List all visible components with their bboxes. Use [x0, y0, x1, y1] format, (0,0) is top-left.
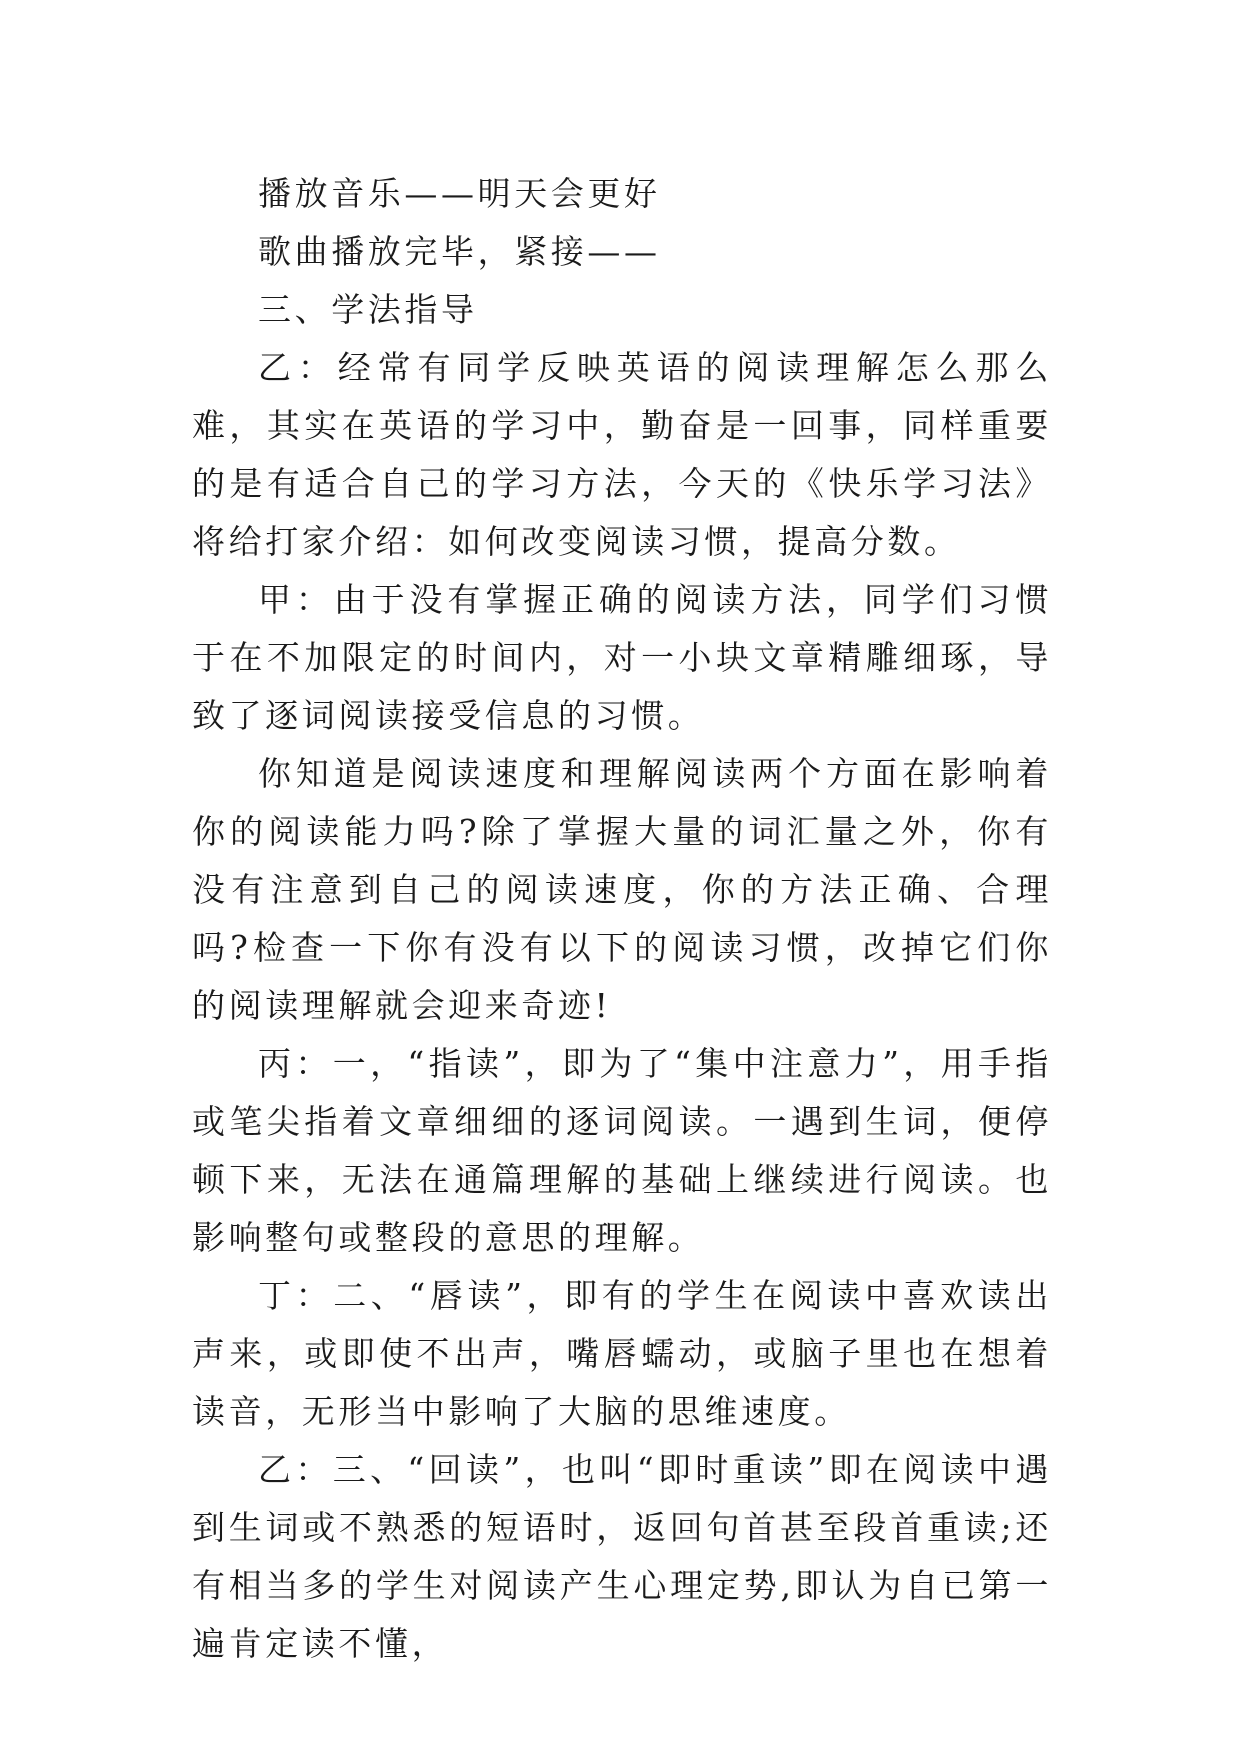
- paragraph-speaker-yi-rereading: 乙：三、“回读”，也叫“即时重读”即在阅读中遇到生词或不熟悉的短语时，返回句首甚至段首重读;还有相当多的学生对阅读产生心理定势,即认为自已第一遍肯定读不懂，: [192, 1450, 1052, 1663]
- paragraph-reading-speed: 你知道是阅读速度和理解阅读两个方面在影响着你的阅读能力吗?除了掌握大量的词汇量之外，你有没有注意到自己的阅读速度，你的方法正确、合理吗?检查一下你有没有以下的阅读习惯，改掉它们你的阅读理解就会迎来奇迹!: [192, 754, 1052, 1025]
- paragraph-speaker-yi-intro: 乙：经常有同学反映英语的阅读理解怎么那么难，其实在英语的学习中，勤奋是一回事，同样重要的是有适合自己的学习方法，今天的《快乐学习法》将给打家介绍：如何改变阅读习惯，提高分数。: [192, 348, 1052, 561]
- paragraph-speaker-jia: 甲：由于没有掌握正确的阅读方法，同学们习惯于在不加限定的时间内，对一小块文章精雕细琢，导致了逐词阅读接受信息的习惯。: [192, 580, 1052, 735]
- paragraph-speaker-bing-finger-reading: 丙：一，“指读”，即为了“集中注意力”，用手指或笔尖指着文章细细的逐词阅读。一遇到生词，便停顿下来，无法在通篇理解的基础上继续进行阅读。也影响整句或整段的意思的理解。: [192, 1044, 1052, 1257]
- document-body: [192, 165, 1052, 1673]
- paragraph-song-ends: 歌曲播放完毕，紧接——: [258, 232, 661, 271]
- paragraph-speaker-ding-lip-reading: 丁：二、“唇读”，即有的学生在阅读中喜欢读出声来，或即使不出声，嘴唇蠕动，或脑子里也在想着读音，无形当中影响了大脑的思维速度。: [192, 1276, 1052, 1431]
- section-heading-study-methods: 三、学法指导: [258, 290, 478, 329]
- paragraph-music-note: 播放音乐——明天会更好: [258, 174, 661, 213]
